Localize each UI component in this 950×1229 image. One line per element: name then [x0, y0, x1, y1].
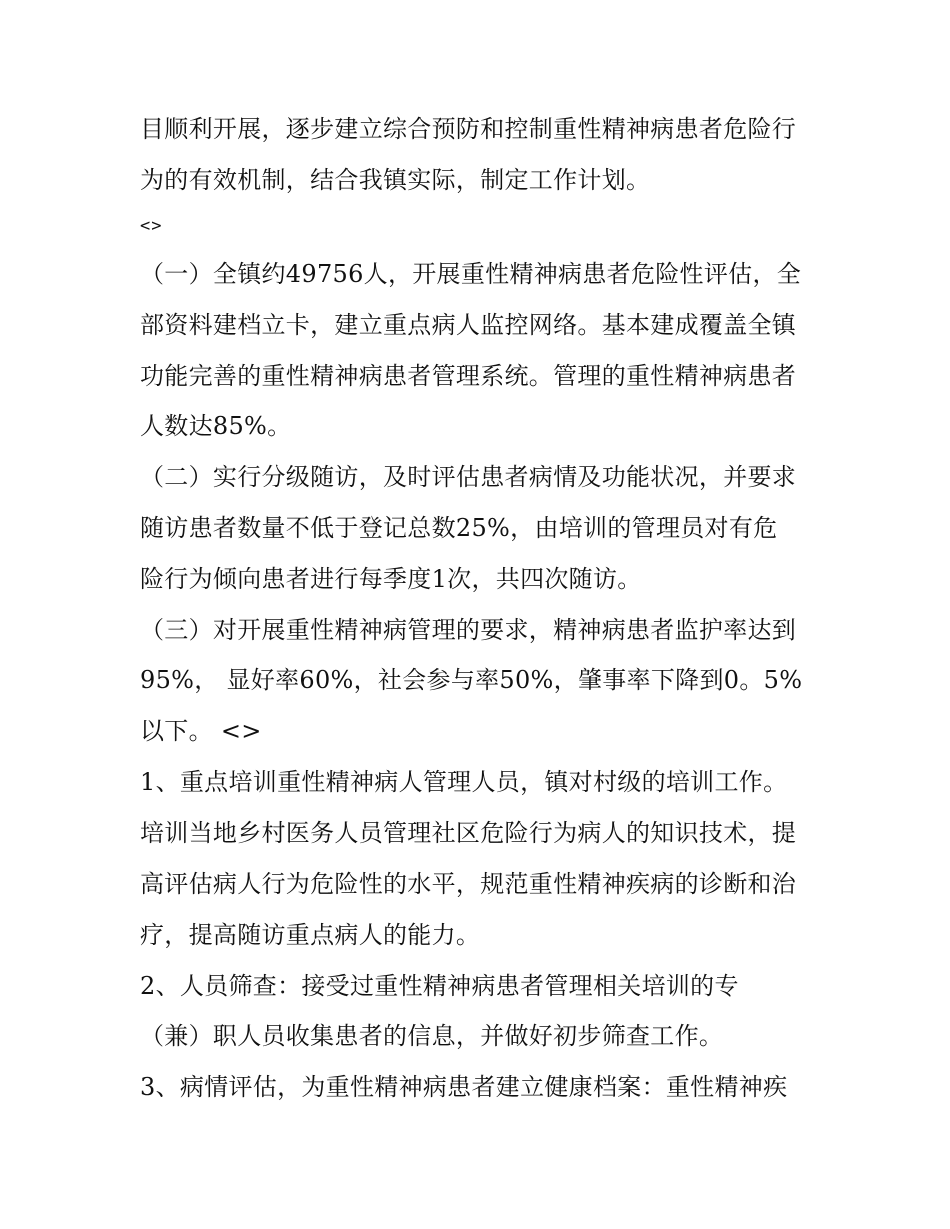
text-line: 人数达85%。: [140, 412, 292, 440]
text-line: 1、重点培训重性精神病人管理人员，镇对村级的培训工作。: [140, 768, 788, 796]
text-line: 功能完善的重性精神病患者管理系统。管理的重性精神病患者: [140, 362, 797, 390]
text-line: 培训当地乡村医务人员管理社区危险行为病人的知识技术，提: [140, 819, 797, 847]
section-marker: <>: [140, 216, 163, 236]
text-line: 目顺利开展，逐步建立综合预防和控制重性精神病患者危险行: [140, 115, 797, 143]
text-line: 95%， 显好率60%，社会参与率50%，肇事率下降到0。5%: [140, 666, 803, 694]
text-line: 为的有效机制，结合我镇实际，制定工作计划。: [140, 166, 651, 194]
text-line: 高评估病人行为危险性的水平，规范重性精神疾病的诊断和治: [140, 870, 797, 898]
text-line: 部资料建档立卡，建立重点病人监控网络。基本建成覆盖全镇: [140, 311, 797, 339]
text-line: 以下。 <>: [140, 717, 262, 745]
text-line: （兼）职人员收集患者的信息，并做好初步筛查工作。: [140, 1022, 724, 1050]
text-line: 3、病情评估，为重性精神病患者建立健康档案：重性精神疾: [140, 1073, 788, 1101]
text-line: 随访患者数量不低于登记总数25%，由培训的管理员对有危: [140, 514, 778, 542]
text-line: （三）对开展重性精神病管理的要求，精神病患者监护率达到: [140, 616, 797, 644]
text-line: （二）实行分级随访，及时评估患者病情及功能状况，并要求: [140, 463, 797, 491]
text-line: 疗，提高随访重点病人的能力。: [140, 921, 481, 949]
text-line: （一）全镇约49756人，开展重性精神病患者危险性评估，全: [140, 260, 802, 288]
text-line: 2、人员筛查：接受过重性精神病患者管理相关培训的专: [140, 972, 739, 1000]
text-line: 险行为倾向患者进行每季度1次，共四次随访。: [140, 565, 642, 593]
